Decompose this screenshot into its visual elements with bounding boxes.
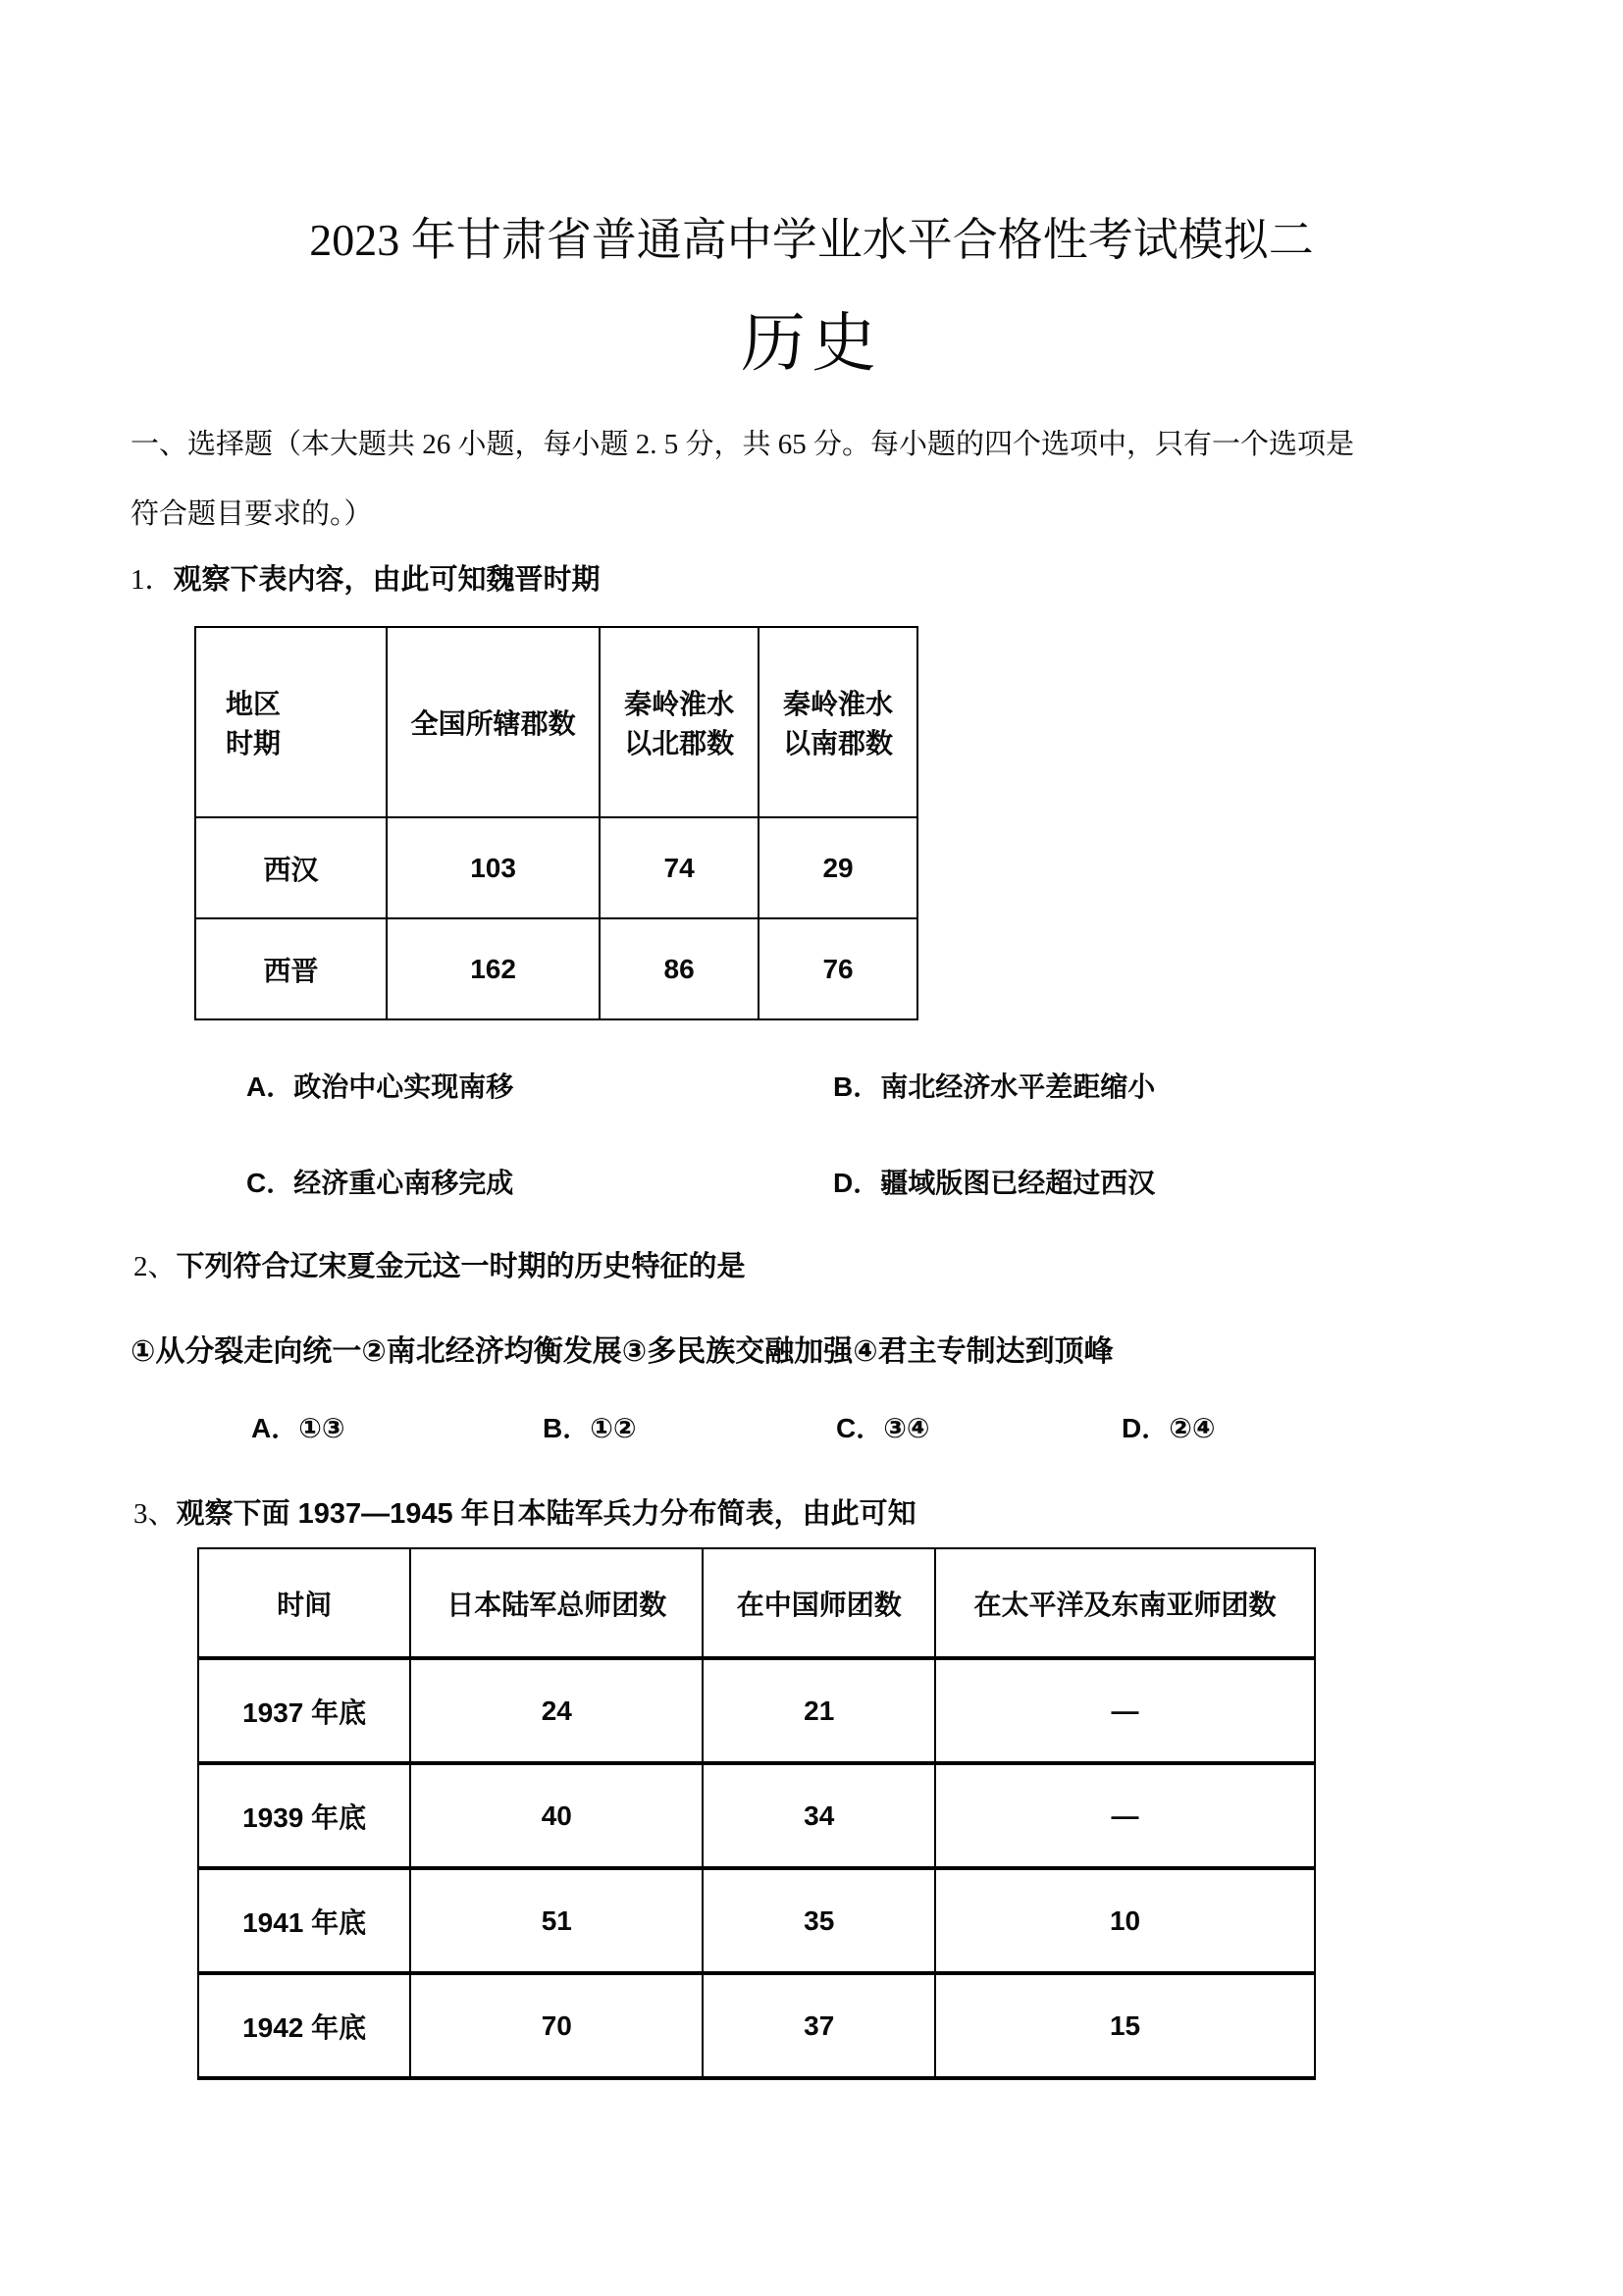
q3-army-distribution-table — [197, 1547, 1316, 2080]
table-row — [198, 1868, 1315, 1973]
q2-option-c: C．③④ — [836, 1413, 930, 1443]
table-cell: — — [935, 1658, 1315, 1763]
table-cell: 1942 年底 — [198, 1973, 410, 2078]
header-south-line1: 秦岭淮水 — [783, 689, 894, 719]
question-1-text: 观察下表内容，由此可知魏晋时期 — [173, 564, 601, 596]
page-title: 2023 年甘肃省普通高中学业水平合格性考试模拟二 — [309, 215, 1314, 265]
question-2-text: 下列符合辽宋夏金元这一时期的历史特征的是 — [176, 1251, 746, 1282]
table-cell: 24 — [410, 1658, 703, 1763]
question-2-items-line: ①从分裂走向统一②南北经济均衡发展③多民族交融加强④君主专制达到顶峰 — [131, 1335, 1114, 1368]
table-cell: 37 — [703, 1973, 935, 2078]
q3-table-header-total: 日本陆军总师团数 — [410, 1548, 703, 1658]
question-2-stem — [133, 1244, 746, 1284]
question-3-text: 观察下面 1937—1945 年日本陆军兵力分布简表，由此可知 — [176, 1498, 916, 1530]
q3-table-header-pacific: 在太平洋及东南亚师团数 — [935, 1548, 1315, 1658]
q3-table-header-china: 在中国师团数 — [703, 1548, 935, 1658]
corner-label-region: 地区 — [226, 689, 282, 719]
table-cell: 76 — [759, 918, 917, 1019]
table-cell: 103 — [387, 817, 600, 918]
table-cell: 29 — [759, 817, 917, 918]
table-cell: 40 — [410, 1763, 703, 1868]
question-2-number: 2、 — [133, 1251, 177, 1282]
table-row — [195, 817, 917, 918]
section-instructions-line2: 符合题目要求的。） — [131, 498, 373, 530]
header-north-line2: 以北郡数 — [624, 728, 735, 758]
section-instructions-line1: 一、选择题（本大题共 26 小题，每小题 2. 5 分，共 65 分。每小题的四个选项中，只有一个选项是 — [131, 429, 1355, 460]
header-north-line1: 秦岭淮水 — [624, 689, 735, 719]
table-row — [195, 918, 917, 1019]
question-3-stem — [133, 1491, 916, 1532]
question-1-stem — [131, 557, 601, 598]
table-cell: — — [935, 1763, 1315, 1868]
q1-option-c: C．经济重心南移完成 — [246, 1168, 514, 1198]
table-row — [198, 1763, 1315, 1868]
q1-table-header-south — [759, 627, 917, 817]
table-cell: 西汉 — [195, 817, 387, 918]
table-cell: 1941 年底 — [198, 1868, 410, 1973]
table-cell: 10 — [935, 1868, 1315, 1973]
table-cell: 西晋 — [195, 918, 387, 1019]
q1-table-corner-cell — [195, 627, 387, 817]
q1-option-d: D．疆域版图已经超过西汉 — [833, 1168, 1156, 1198]
table-cell: 1937 年底 — [198, 1658, 410, 1763]
table-cell: 15 — [935, 1973, 1315, 2078]
subject-title: 历史 — [741, 308, 882, 380]
q1-option-a: A．政治中心实现南移 — [246, 1071, 514, 1102]
table-cell: 70 — [410, 1973, 703, 2078]
q2-option-a: A．①③ — [251, 1413, 345, 1443]
question-3-number: 3、 — [133, 1498, 177, 1530]
table-row — [198, 1658, 1315, 1763]
table-cell: 86 — [600, 918, 759, 1019]
header-total-label: 全国所辖郡数 — [410, 708, 576, 739]
q2-option-b: B．①② — [543, 1413, 637, 1443]
question-1-number: 1． — [131, 564, 174, 596]
q2-option-d: D．②④ — [1122, 1413, 1216, 1443]
q1-option-b: B．南北经济水平差距缩小 — [833, 1071, 1156, 1102]
table-cell: 34 — [703, 1763, 935, 1868]
q1-table-header-north — [600, 627, 759, 817]
q3-table-header-time: 时间 — [198, 1548, 410, 1658]
table-cell: 21 — [703, 1658, 935, 1763]
table-cell: 74 — [600, 817, 759, 918]
q1-table-header-row — [195, 627, 917, 817]
table-cell: 51 — [410, 1868, 703, 1973]
q1-commandery-table — [194, 626, 918, 1020]
header-south-line2: 以南郡数 — [783, 728, 894, 758]
q1-table-header-total — [387, 627, 600, 817]
table-cell: 1939 年底 — [198, 1763, 410, 1868]
table-row — [198, 1973, 1315, 2078]
table-cell: 162 — [387, 918, 600, 1019]
table-cell: 35 — [703, 1868, 935, 1973]
q3-table-header-row — [198, 1548, 1315, 1658]
corner-label-period: 时期 — [226, 728, 282, 758]
